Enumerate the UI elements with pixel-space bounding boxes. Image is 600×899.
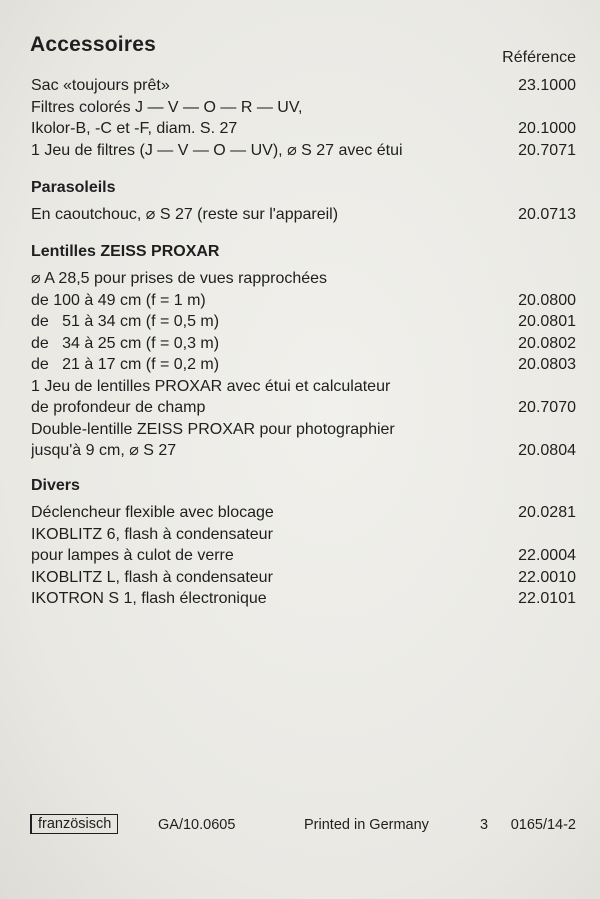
list-item: [31, 545, 576, 567]
item-text: de 100 à 49 cm (f = 1 m): [31, 291, 206, 309]
item-text: 1 Jeu de filtres (J — V — O — UV), ⌀ S 27 avec étui: [31, 141, 403, 159]
item-text: Sac «toujours prêt»: [31, 77, 170, 94]
section-lentilles: [31, 242, 576, 462]
list-item: [31, 567, 576, 589]
list-item: [31, 97, 576, 119]
item-text: ⌀ A 28,5 pour prises de vues rapprochées: [31, 270, 328, 287]
list-item: [31, 311, 576, 333]
section-heading: Lentilles ZEISS PROXAR: [31, 243, 220, 260]
footer: [30, 814, 576, 834]
item-text: de 51 à 34 cm (f = 0,5 m): [31, 313, 220, 330]
item-reference: 20.0804: [518, 442, 576, 459]
list-item: [31, 204, 576, 226]
item-text: 1 Jeu de lentilles PROXAR avec étui et calculateur: [31, 377, 391, 395]
item-text: pour lampes à culot de verre: [31, 547, 234, 564]
item-reference: 20.0800: [518, 291, 576, 309]
ga-number: GA/10.0605: [158, 817, 236, 833]
item-reference: 20.0281: [518, 504, 576, 521]
item-reference: 22.0010: [518, 568, 576, 586]
section-heading: Parasoleils: [31, 179, 116, 196]
print-code: 0165/14-2: [510, 817, 576, 833]
item-text: jusqu'à 9 cm, ⌀ S 27: [31, 442, 177, 459]
item-reference: 22.0004: [518, 547, 576, 564]
item-text: Double-lentille ZEISS PROXAR pour photographier: [31, 420, 395, 438]
item-text: IKOBLITZ L, flash à condensateur: [31, 568, 273, 586]
item-text: Filtres colorés J — V — O — R — UV,: [31, 98, 303, 116]
list-item: [31, 397, 576, 419]
item-text: IKOBLITZ 6, flash à condensateur: [31, 525, 273, 543]
list-item: [31, 75, 576, 97]
list-item: [31, 502, 576, 524]
list-item: [31, 524, 576, 546]
list-item: [31, 140, 576, 162]
list-item: [31, 333, 576, 355]
item-text: Déclencheur flexible avec blocage: [31, 504, 274, 521]
item-reference: 20.0713: [518, 206, 576, 223]
list-item: [31, 376, 576, 398]
item-reference: 20.0802: [518, 334, 576, 352]
page-title: Accessoires: [30, 33, 156, 56]
item-text: de 34 à 25 cm (f = 0,3 m): [31, 334, 220, 352]
list-item: [31, 419, 576, 441]
section-divers: [31, 476, 576, 610]
item-text: IKOTRON S 1, flash électronique: [31, 590, 267, 607]
section-accessoires: [31, 75, 576, 161]
item-reference: 20.1000: [518, 120, 576, 137]
printed-in-label: Printed in Germany: [304, 817, 429, 833]
reference-column-header: Référence: [502, 49, 576, 66]
list-item: [31, 118, 576, 140]
item-reference: 22.0101: [518, 590, 576, 607]
item-reference: 23.1000: [518, 77, 576, 94]
item-reference: 20.7070: [518, 399, 576, 416]
section-parasoleils: [31, 178, 576, 226]
item-reference: 20.0801: [518, 313, 576, 330]
list-item: [31, 268, 576, 290]
language-badge: französisch: [30, 814, 118, 834]
list-item: [31, 290, 576, 312]
section-heading: Divers: [31, 477, 80, 494]
item-text: Ikolor-B, -C et -F, diam. S. 27: [31, 120, 238, 137]
item-reference: 20.7071: [518, 141, 576, 159]
item-reference: 20.0803: [518, 356, 576, 373]
list-item: [31, 440, 576, 462]
print-number: 3: [480, 817, 489, 833]
list-item: [31, 588, 576, 610]
item-text: de profondeur de champ: [31, 399, 206, 416]
item-text: de 21 à 17 cm (f = 0,2 m): [31, 356, 220, 373]
item-text: En caoutchouc, ⌀ S 27 (reste sur l'appareil): [31, 206, 339, 223]
list-item: [31, 354, 576, 376]
